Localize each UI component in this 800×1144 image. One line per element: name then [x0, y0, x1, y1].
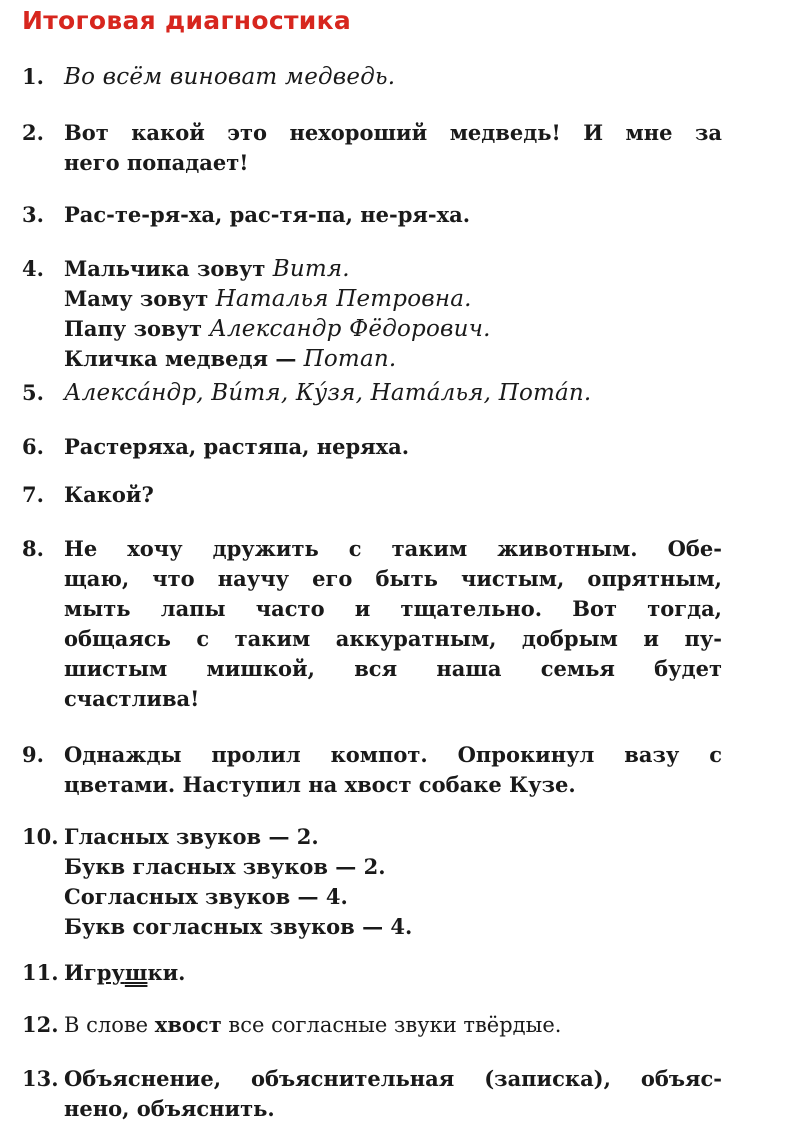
- line-label: Мальчика зовут: [64, 256, 266, 281]
- item-number: 11.: [22, 960, 59, 985]
- bold-word: хвост: [154, 1012, 222, 1037]
- answer-12: [22, 1010, 722, 1040]
- line-text: В слове: [64, 1013, 149, 1037]
- answer-line: общаясь с таким аккуратным, добрым и пу-: [64, 626, 722, 651]
- answer-line: [64, 344, 722, 374]
- answer-line: цветами. Наступил на хвост собаке Кузе.: [64, 772, 576, 797]
- answer-line: [64, 254, 722, 284]
- line-label: Папу зовут: [64, 316, 203, 341]
- item-number: 8.: [22, 536, 44, 561]
- answer-13: [22, 1064, 722, 1124]
- answer-1: [22, 62, 722, 92]
- answer-line: Не хочу дружить с таким животным. Обе-: [64, 536, 722, 561]
- answer-line: Букв согласных звуков — 4.: [64, 914, 413, 939]
- handwritten-value: Александр Фёдорович.: [209, 316, 491, 342]
- item-number: 5.: [22, 380, 44, 405]
- answer-line: Растеряха, растяпа, неряха.: [64, 434, 410, 459]
- item-number: 2.: [22, 120, 44, 145]
- answer-10: [22, 822, 722, 942]
- answer-4: [22, 254, 722, 374]
- answer-line: Какой?: [64, 482, 154, 507]
- answer-line: щаю, что научу его быть чистым, опрятным,: [64, 566, 722, 591]
- item-number: 4.: [22, 256, 44, 281]
- answer-line: [64, 958, 722, 988]
- double-underlined-letter: ш: [124, 960, 148, 985]
- answer-line: мыть лапы часто и тщательно. Вот тогда,: [64, 596, 722, 621]
- line-label: Кличка медведя —: [64, 346, 297, 371]
- item-number: 13.: [22, 1066, 59, 1091]
- item-number: 1.: [22, 64, 44, 89]
- answer-3: [22, 200, 722, 230]
- answer-line: Букв гласных звуков — 2.: [64, 854, 386, 879]
- answer-line: [64, 314, 722, 344]
- answer-line: Объяснение, объяснительная (записка), объяс-: [64, 1066, 722, 1091]
- item-number: 12.: [22, 1012, 59, 1037]
- word-part: Иг: [64, 960, 97, 985]
- answer-line: Гласных звуков — 2.: [64, 824, 319, 849]
- item-number: 10.: [22, 824, 59, 849]
- line-label: Маму зовут: [64, 286, 209, 311]
- answer-line: [64, 284, 722, 314]
- underlined-letters: ру: [96, 960, 125, 985]
- handwritten-value: Наталья Петровна.: [215, 286, 472, 312]
- answer-line: счастлива!: [64, 686, 200, 711]
- page-title: Итоговая диагностика: [22, 6, 352, 35]
- line-text: все согласные звуки твёрдые.: [228, 1013, 562, 1037]
- handwritten-value: Витя.: [272, 256, 350, 282]
- answer-line: него попадает!: [64, 150, 249, 175]
- answer-8: [22, 534, 722, 714]
- answer-line: [64, 1010, 722, 1040]
- item-number: 3.: [22, 202, 44, 227]
- item-number: 7.: [22, 482, 44, 507]
- answer-7: [22, 480, 722, 510]
- answer-line: нено, объяснить.: [64, 1096, 275, 1121]
- word-part: ки.: [147, 960, 186, 985]
- answer-line: Вот какой это нехороший медведь! И мне за: [64, 120, 722, 145]
- answer-line: Однажды пролил компот. Опрокинул вазу с: [64, 742, 722, 767]
- handwritten-answer: Алекса́ндр, Ви́тя, Ку́зя, Ната́лья, Пота́п.: [64, 380, 592, 406]
- handwritten-value: Потап.: [303, 346, 397, 372]
- answer-line: Рас-те-ря-ха, рас-тя-па, не-ря-ха.: [64, 202, 471, 227]
- answer-line: шистым мишкой, вся наша семья будет: [64, 656, 722, 681]
- answer-11: [22, 958, 722, 988]
- handwritten-answer: Во всём виноват медведь.: [64, 64, 396, 90]
- answer-6: [22, 432, 722, 462]
- answer-9: [22, 740, 722, 800]
- answer-line: Согласных звуков — 4.: [64, 884, 348, 909]
- answer-2: [22, 118, 722, 178]
- answer-5: [22, 378, 722, 408]
- item-number: 6.: [22, 434, 44, 459]
- item-number: 9.: [22, 742, 44, 767]
